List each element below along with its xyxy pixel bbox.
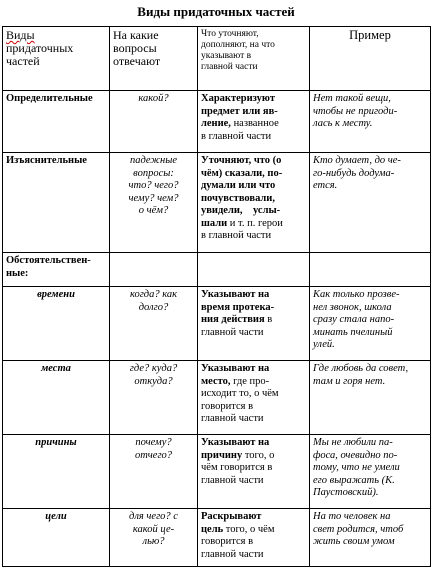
cell-line [201, 437, 306, 450]
emphasis-text: шали [201, 217, 230, 229]
regular-text: главной части [201, 474, 264, 486]
cell-line: Кто думает, до че- [313, 155, 401, 166]
cell-line: что? чего? [128, 180, 179, 191]
cell-line: нел звонок, школа [313, 301, 392, 313]
cell-line [201, 106, 306, 119]
cell-line: почему? [135, 437, 172, 448]
cell-line: лась к месту. [313, 118, 373, 129]
cell-line: минать пчелиный [313, 326, 393, 338]
cell-line [201, 180, 306, 193]
table-row [3, 91, 431, 153]
table-row [3, 435, 431, 509]
regular-text: главной части [201, 326, 264, 338]
emphasis-text: причину [201, 449, 245, 461]
clause-role [198, 509, 310, 567]
clause-example [310, 91, 431, 153]
cell-line: его выражать (К. [313, 474, 395, 486]
cell-line [201, 289, 306, 302]
cell-line: о чём? [138, 205, 169, 216]
cell-line [201, 549, 306, 562]
emphasis-text: Указывают на [201, 289, 270, 300]
cell-line [201, 205, 306, 218]
cell-line: лью? [142, 536, 165, 547]
cell-line: Где любовь да совет, [313, 363, 409, 374]
cell-line: свет родится, чтоб [313, 523, 404, 535]
cell-line [201, 302, 306, 315]
cell-line: фоса, очевидно по- [313, 449, 398, 461]
cell-line: Как только прозве- [313, 289, 400, 300]
cell-line [201, 230, 306, 243]
emphasis-text: чём) сказали, по- [201, 167, 283, 179]
cell-line [201, 168, 306, 181]
clause-subtype-name: причины [3, 435, 110, 509]
cell-line: тому, что не умели [313, 462, 400, 473]
cell-line [201, 363, 306, 376]
header-clause-type: Виды придаточных частей [3, 27, 110, 91]
cell-line [201, 218, 306, 231]
emphasis-text: место, [201, 375, 234, 387]
table-row [3, 153, 431, 253]
clause-types-table [2, 26, 431, 567]
regular-text: названное [233, 118, 279, 129]
cell-line: для чего? с [129, 511, 178, 522]
clause-role [198, 153, 310, 253]
cell-line: Мы не любили па- [313, 437, 393, 448]
cell-line: где? куда? [129, 363, 178, 374]
cell-line [201, 314, 306, 327]
clause-role [198, 361, 310, 435]
cell-line [201, 475, 306, 488]
emphasis-text: почувствовали, [201, 192, 275, 204]
emphasis-text: Указывают на [201, 363, 270, 374]
regular-text: говорится в [201, 400, 254, 412]
cell-line: какой це- [132, 523, 175, 535]
regular-text: главной части [201, 548, 264, 560]
emphasis-text: Раскрывают [201, 511, 262, 522]
cell-line: вопросы: [133, 167, 174, 179]
emphasis-text: Указывают на [201, 437, 270, 448]
cell-line: Паустовский). [313, 487, 379, 498]
emphasis-text: увидели, услы- [201, 205, 281, 216]
cell-line [201, 376, 306, 389]
regular-text: в [267, 314, 273, 325]
cell-line [201, 327, 306, 340]
clause-type-name: Изъяснительные [3, 153, 110, 253]
cell-line: отчего? [134, 449, 173, 461]
cell-line [201, 511, 306, 524]
emphasis-text: ление, [201, 118, 234, 129]
clause-role [198, 435, 310, 509]
cell-line [201, 450, 306, 463]
cell-line [201, 193, 306, 206]
cell-line [201, 536, 306, 549]
clause-example [310, 153, 431, 253]
regular-text: в главной части [201, 130, 272, 142]
cell-line: долго? [138, 301, 169, 313]
cell-line [201, 524, 306, 537]
regular-text: исходит то, о чём [201, 388, 279, 399]
cell-line: откуда? [134, 375, 173, 387]
cell-line [201, 388, 306, 401]
cell-line [201, 93, 306, 106]
cell-line: Нет такой вещи, [313, 93, 391, 104]
clause-questions [110, 361, 198, 435]
cell-line [201, 118, 306, 131]
emphasis-text: предмет или яв- [201, 105, 278, 117]
regular-text: чём говорится в [201, 462, 273, 473]
clause-role [198, 287, 310, 361]
cell-line [201, 131, 306, 144]
clause-subtype-name: времени [3, 287, 110, 361]
page-title: Виды придаточных частей [137, 4, 295, 19]
cell-line: падежные [129, 155, 178, 166]
cell-line: улей. [313, 339, 335, 350]
emphasis-text: Характеризуют [201, 93, 275, 104]
clause-example [310, 287, 431, 361]
cell-line: чтобы не пригоди- [313, 105, 398, 117]
clause-questions [110, 153, 198, 253]
regular-text: того, о чём [225, 523, 275, 535]
cell-line: го-нибудь додума- [313, 167, 395, 179]
emphasis-text: ния действия [201, 314, 268, 325]
cell-line [201, 401, 306, 414]
clause-example [310, 435, 431, 509]
cell-line: там и горя нет. [313, 375, 386, 387]
cell-line: На то человек на [313, 511, 391, 522]
emphasis-text: думали или что [201, 180, 276, 191]
clause-questions [110, 509, 198, 567]
cell-line: чему? чем? [128, 192, 179, 204]
header-role: Что уточняют, дополняют, на что указывают в главной части [198, 27, 310, 91]
cell-line: ные: [6, 267, 29, 279]
table-header-row [3, 27, 431, 91]
cell-line: Обстоятельствен- [6, 255, 91, 266]
cell-line: когда? как [129, 289, 178, 300]
emphasis-text: Уточняют, что (о [201, 155, 282, 166]
clause-example [310, 509, 431, 567]
cell-line [201, 413, 306, 426]
clause-subtype-name: места [3, 361, 110, 435]
header-example: Пример [310, 27, 431, 91]
clause-questions [110, 91, 198, 153]
regular-text: говорится в [201, 536, 254, 547]
regular-text: в главной части [201, 230, 272, 241]
table-row [3, 287, 431, 361]
cell-line: ется. [313, 180, 338, 191]
table-row [3, 361, 431, 435]
table-row [3, 509, 431, 567]
cell-line: какой? [138, 93, 169, 104]
header-questions: На какие вопросы отвечают [110, 27, 198, 91]
clause-questions [110, 287, 198, 361]
clause-type-name: Определительные [3, 91, 110, 153]
regular-text: и т. п. герои [229, 217, 283, 229]
clause-group-name [3, 253, 110, 287]
cell-line: жить своим умом [313, 536, 395, 547]
regular-text: главной части [201, 413, 264, 424]
clause-questions [110, 435, 198, 509]
regular-text: где про- [233, 375, 270, 387]
cell-line: сразу стала напо- [313, 314, 395, 325]
cell-line [201, 462, 306, 475]
clause-subtype-name: цели [3, 509, 110, 567]
emphasis-text: цель [201, 523, 226, 535]
clause-role [198, 91, 310, 153]
table-row [3, 253, 431, 287]
cell-line [201, 155, 306, 168]
clause-example [310, 361, 431, 435]
emphasis-text: время протека- [201, 301, 275, 313]
regular-text: того, о [244, 449, 275, 461]
